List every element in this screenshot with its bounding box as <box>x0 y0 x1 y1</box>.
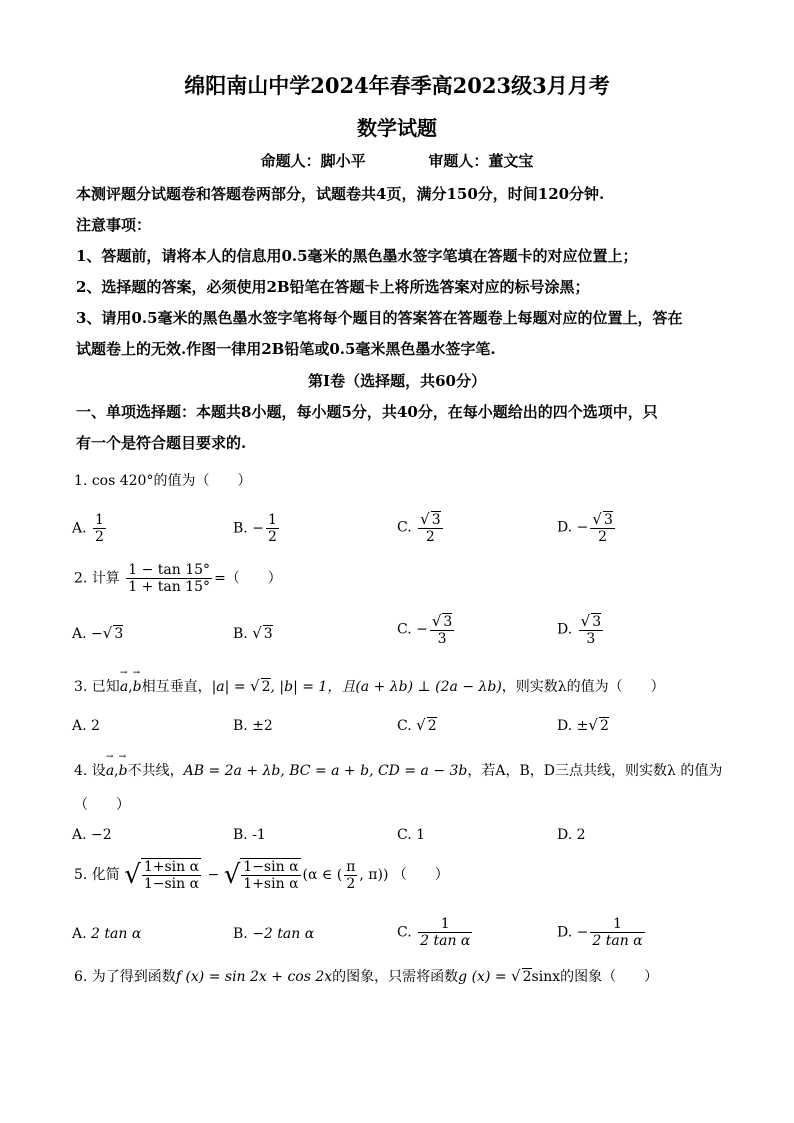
question-6 <box>74 966 658 986</box>
q1-option-a <box>72 512 108 545</box>
sqrt-symbol: √ <box>420 510 430 528</box>
radicand: 3 <box>443 614 453 630</box>
exam-title: 绵阳南山中学2024年春季高2023级3月月考 <box>184 73 610 98</box>
option-label: D. <box>557 519 573 536</box>
option-value: ±2 <box>252 718 273 734</box>
denominator: 2 <box>344 875 357 892</box>
radicand: 3 <box>263 626 273 642</box>
q5-cond: (α ∈ ( <box>302 867 343 883</box>
question-5 <box>74 858 449 892</box>
numerator: 1+sin α <box>143 859 200 875</box>
denominator: 2 <box>418 528 442 545</box>
vector-a: → a <box>106 763 114 779</box>
q5-option-b <box>233 926 314 942</box>
denominator: 2 <box>267 529 277 545</box>
option-label: C. <box>397 519 412 536</box>
radicand: 3 <box>603 512 613 528</box>
q1-tail: 的值为（ ） <box>153 473 252 489</box>
q3-text: 相互垂直， <box>141 679 212 695</box>
minus-sign: − <box>576 519 589 536</box>
q4-option-d: D. 2 <box>557 827 586 843</box>
q5-option-c <box>397 916 474 949</box>
q3-tail: ，则实数λ的值为（ ） <box>501 679 665 695</box>
option-label: B. <box>233 827 248 843</box>
note-3b: 试题卷上的无效.作图一律用2B铅笔或0.5毫米黑色墨水签字笔. <box>76 340 496 358</box>
q5-number: 5. 化简 <box>74 867 120 883</box>
sqrt-symbol: √ <box>588 716 598 734</box>
option-value: 2 tan α <box>91 926 142 942</box>
sqrt-symbol: √ <box>416 716 426 734</box>
part1-line-b: 有一个是符合题目要求的. <box>76 434 247 452</box>
option-label: B. <box>233 520 248 537</box>
minus-sign: − <box>252 520 264 537</box>
option-value: −2 tan α <box>252 926 315 942</box>
sqrt-symbol: √ <box>223 860 241 890</box>
q3-option-a <box>72 718 100 734</box>
q6-text: 的图象，只需将函数 <box>332 969 459 985</box>
sqrt-symbol: √ <box>431 612 442 630</box>
option-label: D. <box>557 718 573 734</box>
part1-line-a: 一、单项选择题：本题共8小题，每小题5分，共40分，在每小题给出的四个选项中，只 <box>76 403 658 421</box>
option-label: A. <box>72 926 87 942</box>
q1-number: 1. <box>74 473 88 489</box>
q5-option-a <box>72 926 141 942</box>
author-line: 命题人：脚小平 审题人：董文宝 <box>260 152 534 170</box>
q2-option-b <box>233 624 273 642</box>
numerator: 1 <box>95 512 104 528</box>
option-label: A. <box>72 626 87 642</box>
numerator: 1−sin α <box>243 859 299 875</box>
q3-option-c <box>397 716 437 734</box>
sqrt-symbol: √ <box>580 612 591 630</box>
minus-sign: − <box>416 621 428 638</box>
q2-option-c <box>397 612 456 647</box>
radicand: 2 <box>261 679 271 695</box>
q6-number: 6. 为了得到函数 <box>74 969 176 985</box>
option-label: D. <box>557 924 573 941</box>
denominator: 2 tan α <box>592 933 643 949</box>
numerator: 1 <box>613 916 622 932</box>
sqrt-symbol: √ <box>124 860 141 890</box>
q3-cond-2: , |b| = 1，且 <box>270 679 356 695</box>
question-4: 4. 设→ a,→ b不共线，AB = 2a + λb, BC = a + b, CD = a − 3b，若A，B，D三点共线，则实数λ 的值为 <box>74 760 722 780</box>
minus-sign: − <box>576 924 589 941</box>
q2-number: 2. 计算 <box>74 570 120 587</box>
sqrt-symbol: √ <box>511 967 521 985</box>
q3-cond-3: (a + λb) ⊥ (2a − λb) <box>355 679 502 695</box>
option-label: C. <box>397 621 412 638</box>
option-label: C. <box>397 924 412 941</box>
vector-a: → a <box>120 679 128 695</box>
option-label: B. <box>233 718 248 734</box>
q6-function-g: g (x) = <box>458 969 512 985</box>
q4-option-b <box>233 827 266 843</box>
q4-option-c: C. 1 <box>397 827 426 843</box>
radicand: 2 <box>599 718 609 734</box>
q1-option-d <box>557 510 617 545</box>
numerator: 1 <box>267 512 277 528</box>
option-value: -1 <box>252 827 266 843</box>
note-1: 1、答题前，请将本人的信息用0.5毫米的黑色墨水签字笔填在答题卡的对应位置上； <box>76 247 638 265</box>
denominator: 3 <box>579 630 603 647</box>
denominator: 3 <box>430 630 454 647</box>
q2-tail: =（ ） <box>214 570 282 587</box>
numerator: 1 − tan 15° <box>128 562 211 578</box>
q5-cond-end: , π)) <box>359 867 389 883</box>
minus-sign: − <box>91 626 103 642</box>
vector-b: → b <box>133 679 142 695</box>
q4-text: 不共线， <box>127 763 184 779</box>
denominator: 2 <box>590 528 614 545</box>
radicand: 2 <box>427 718 437 734</box>
denominator: 1+sin α <box>243 876 299 892</box>
q1-option-b <box>233 512 281 545</box>
q2-option-d <box>557 612 605 647</box>
q4-paren: （ ） <box>74 797 130 813</box>
radicand: 3 <box>431 512 441 528</box>
q5-tail: （ ） <box>392 867 449 883</box>
question-2 <box>74 562 282 595</box>
radicand: 3 <box>114 626 124 642</box>
option-label: A. <box>72 718 87 734</box>
q1-option-c <box>397 510 445 545</box>
option-label: D. <box>557 621 573 638</box>
notes-heading: 注意事项： <box>76 216 152 234</box>
question-1 <box>74 470 251 490</box>
exam-subtitle: 数学试题 <box>357 116 437 140</box>
option-label: B. <box>233 626 248 642</box>
sqrt-symbol: √ <box>250 677 260 695</box>
q4-tail: ，若A，B，D三点共线，则实数λ 的值为 <box>467 763 723 779</box>
section-title: 第Ⅰ卷（选择题，共60分） <box>308 372 486 390</box>
q2-option-a <box>72 624 123 642</box>
denominator: 2 tan α <box>420 933 471 949</box>
minus-sign: − <box>207 867 220 883</box>
option-label: B. <box>233 926 248 942</box>
q1-expr: cos 420° <box>91 473 154 489</box>
plus-minus: ± <box>576 718 589 734</box>
denominator: 1 + tan 15° <box>128 579 211 595</box>
sqrt-symbol: √ <box>102 624 113 642</box>
q6-function-g-tail: sinx <box>531 969 561 985</box>
q6-function-f: f (x) = sin 2x + cos 2x <box>175 969 333 985</box>
option-value: −2 <box>91 827 112 843</box>
intro-line: 本测评题分试题卷和答题卷两部分，试题卷共4页，满分150分，时间120分钟. <box>76 185 605 203</box>
note-2: 2、选择题的答案，必须使用2B铅笔在答题卡上将所选答案对应的标号涂黑； <box>76 278 590 296</box>
note-3a: 3、请用0.5毫米的黑色墨水签字笔将每个题目的答案答在答题卷上每题对应的位置上，答在 <box>76 309 683 327</box>
sqrt-symbol: √ <box>592 510 602 528</box>
q3-number: 3. 已知 <box>74 679 120 695</box>
q4-number: 4. 设 <box>74 763 106 779</box>
numerator: 1 <box>440 916 450 932</box>
option-label: A. <box>72 827 87 843</box>
q3-cond-1: |a| = <box>211 679 251 695</box>
q5-option-d <box>557 916 647 949</box>
radicand: 2 <box>522 969 532 985</box>
question-3: 3. 已知→ a,→ b相互垂直，|a| = √ 2, |b| = 1，且(a + λb) ⊥ (2a − λb)，则实数λ的值为（ ） <box>74 676 665 696</box>
q4-vectors: AB = 2a + λb, BC = a + b, CD = a − 3b <box>183 763 468 779</box>
option-label: C. <box>397 718 412 734</box>
q4-option-a <box>72 827 112 843</box>
q3-option-b <box>233 718 273 734</box>
vector-b: → b <box>119 763 128 779</box>
denominator: 1−sin α <box>143 876 200 892</box>
q6-tail: 的图象（ ） <box>560 969 659 985</box>
radicand: 3 <box>592 614 602 630</box>
option-label: A. <box>72 520 87 537</box>
sqrt-symbol: √ <box>252 624 262 642</box>
option-value: 2 <box>91 718 100 734</box>
q3-option-d <box>557 716 609 734</box>
denominator: 2 <box>95 529 104 545</box>
numerator: π <box>346 858 356 875</box>
